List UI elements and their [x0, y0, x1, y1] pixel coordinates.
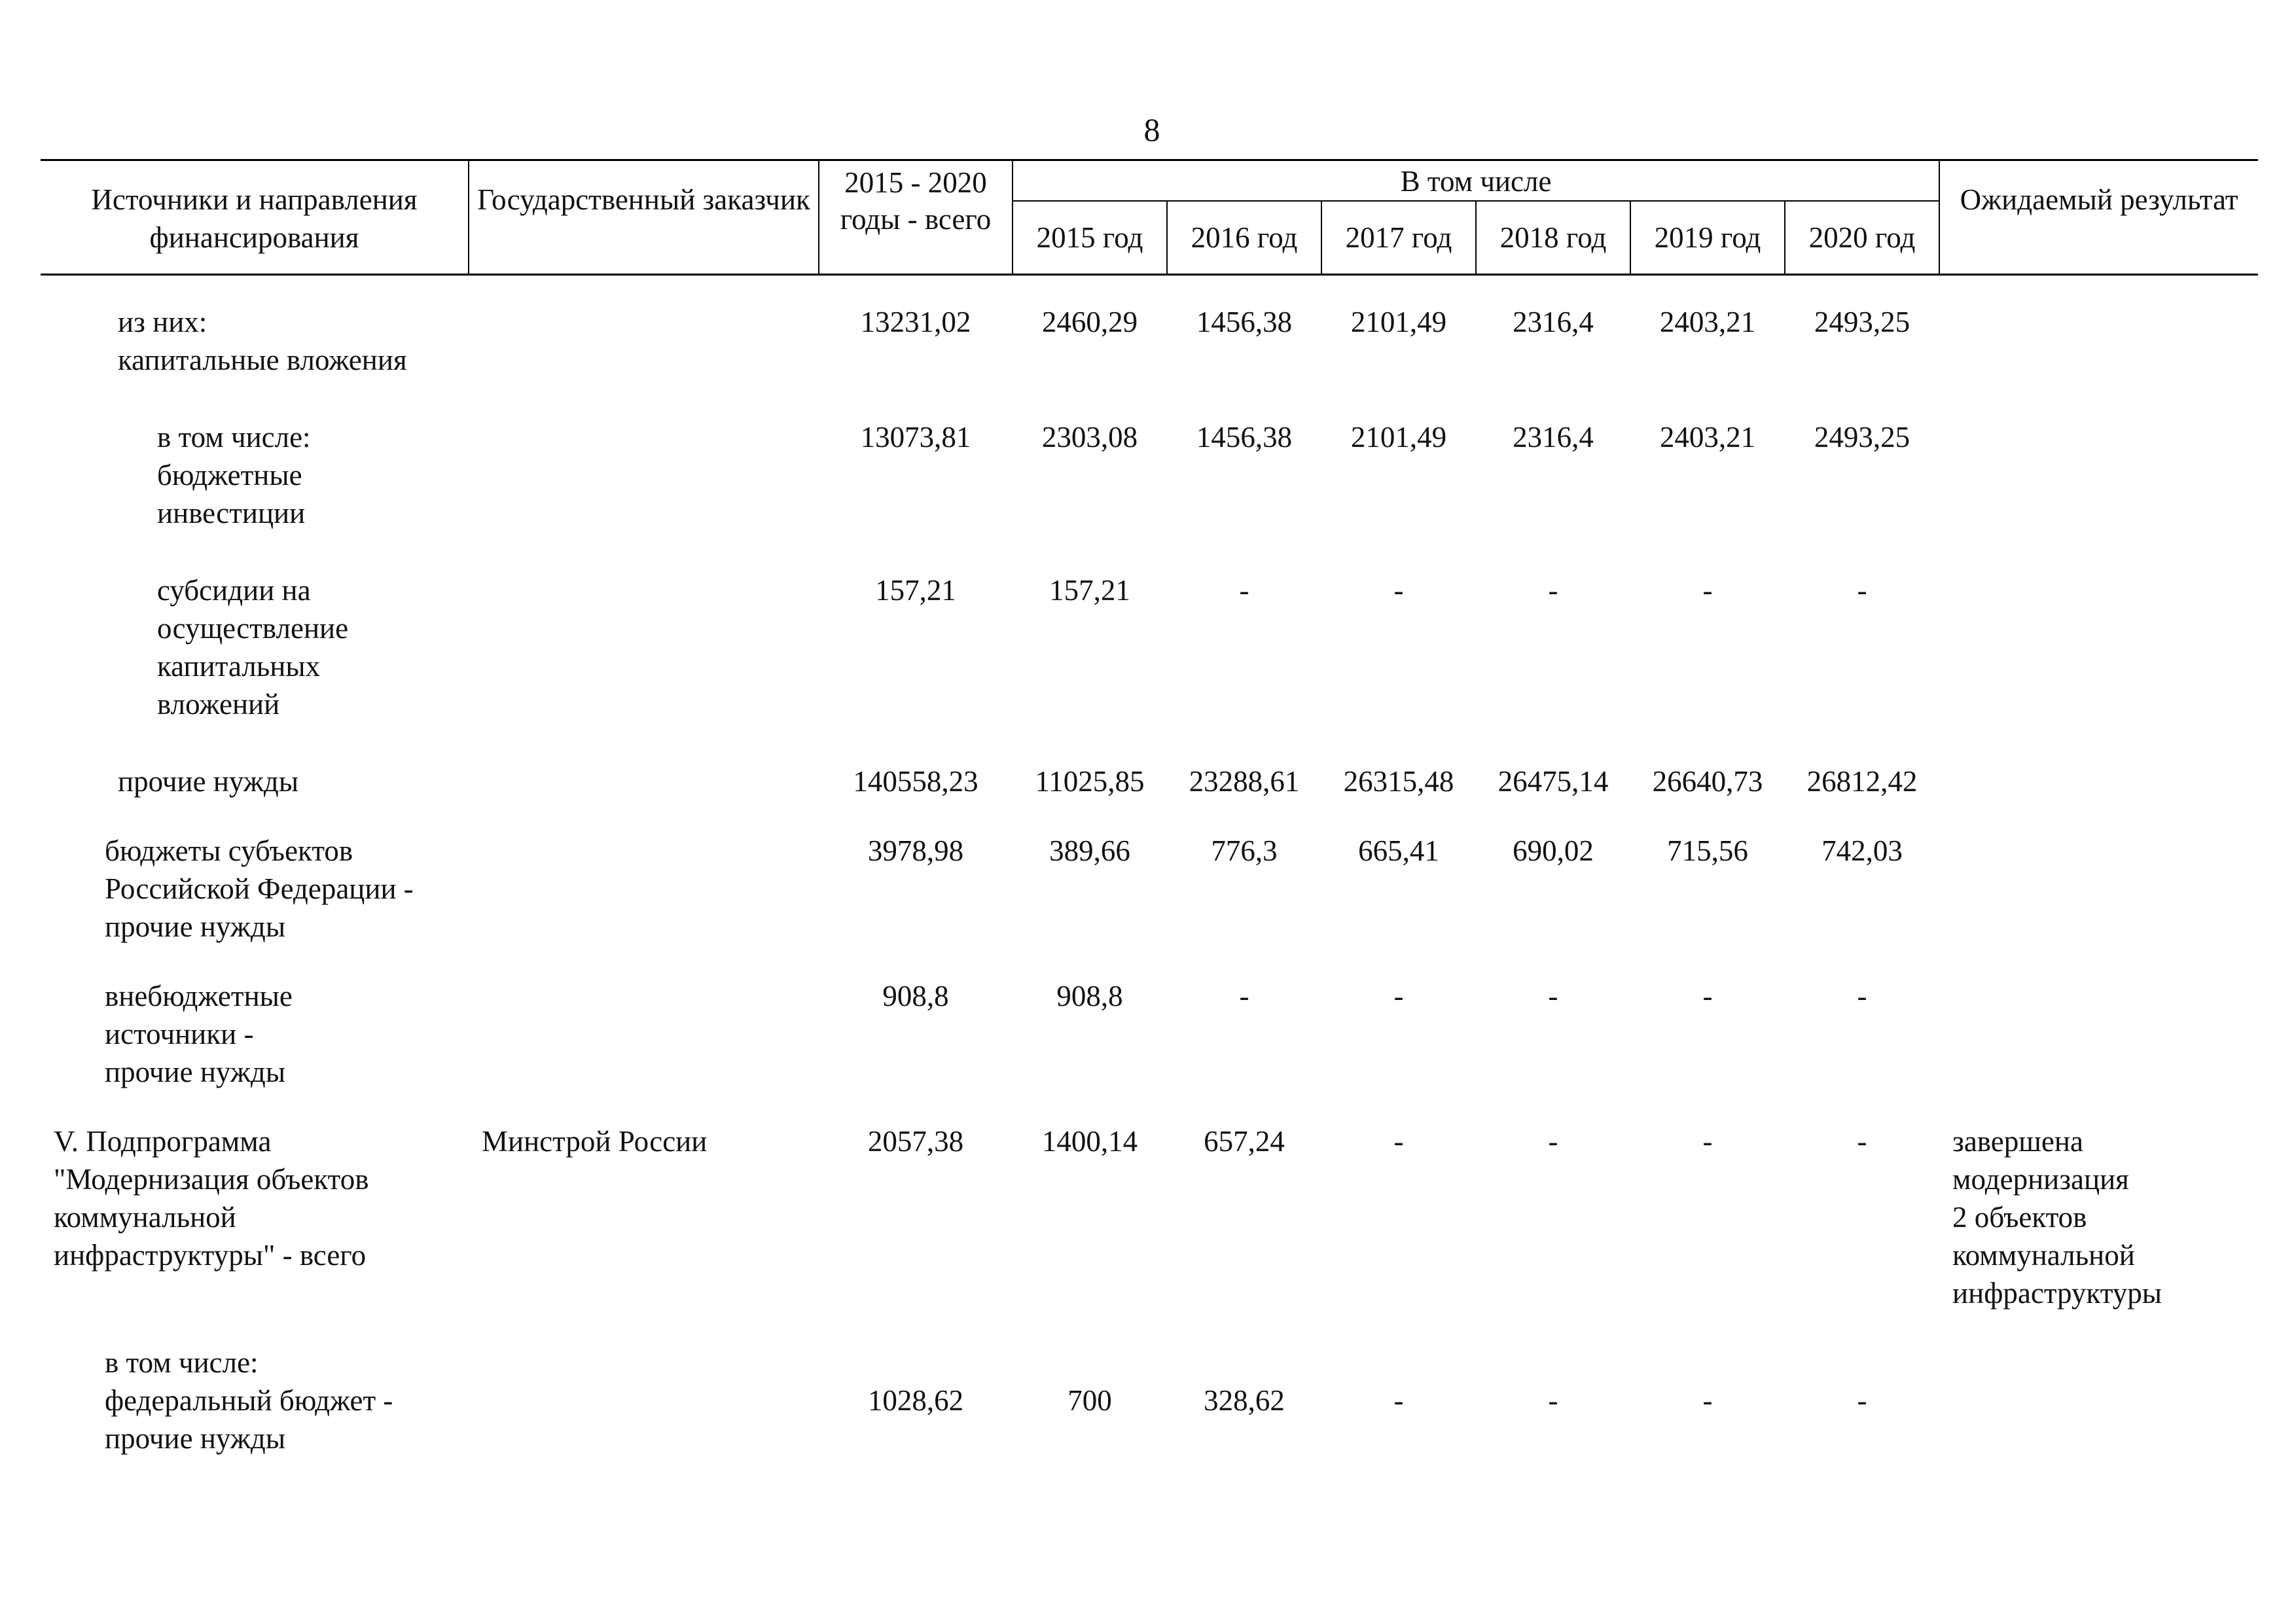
year-value: 700	[1067, 1384, 1112, 1417]
year-cell-2019	[1630, 832, 1785, 977]
year-value: -	[1857, 980, 1867, 1012]
customer-cell	[469, 762, 819, 832]
year-cell-2016	[1167, 832, 1321, 977]
source-line: прочие нужды	[105, 1422, 286, 1455]
year-value: -	[1393, 1125, 1404, 1158]
year-value: 908,8	[1056, 980, 1123, 1012]
source-line: источники -	[105, 1018, 254, 1050]
total-cell	[819, 1344, 1013, 1457]
table-row	[41, 571, 2258, 762]
year-cell-2018	[1476, 303, 1630, 418]
year-cell-2019	[1630, 1122, 1785, 1344]
result-cell	[1939, 832, 2258, 977]
total-value: 1028,62	[867, 1384, 964, 1417]
customer-cell	[469, 303, 819, 418]
year-cell-2015	[1013, 1122, 1167, 1344]
year-value: -	[1857, 1125, 1867, 1158]
year-cell-2017	[1321, 571, 1476, 762]
year-value: -	[1548, 1125, 1558, 1158]
year-cell-2019	[1630, 977, 1785, 1122]
year-cell-2015	[1013, 418, 1167, 571]
year-value: -	[1548, 574, 1558, 607]
year-value: 742,03	[1821, 834, 1903, 867]
year-cell-2019	[1630, 418, 1785, 571]
year-value: 157,21	[1049, 574, 1130, 607]
source-line: в том числе:	[105, 1346, 259, 1379]
year-value: 715,56	[1667, 834, 1748, 867]
year-value: -	[1239, 980, 1249, 1012]
table-row	[41, 832, 2258, 977]
year-value: -	[1393, 980, 1404, 1012]
year-cell-2016	[1167, 418, 1321, 571]
year-cell-2019	[1630, 762, 1785, 832]
source-cell	[41, 418, 469, 571]
year-cell-2016	[1167, 977, 1321, 1122]
source-line: инвестиции	[157, 497, 306, 529]
header-customer: Государственный заказчик	[469, 160, 819, 275]
year-value: -	[1702, 574, 1713, 607]
customer-cell	[469, 832, 819, 977]
year-value: 2460,29	[1041, 306, 1138, 338]
year-value: -	[1857, 1384, 1867, 1417]
total-value: 3978,98	[867, 834, 964, 867]
year-cell-2015	[1013, 977, 1167, 1122]
source-line: в том числе:	[157, 421, 311, 454]
year-cell-2017	[1321, 977, 1476, 1122]
header-year-2016: 2016 год	[1167, 201, 1321, 275]
year-value: 1400,14	[1041, 1125, 1138, 1158]
source-line: капитальные вложения	[118, 344, 407, 376]
total-cell	[819, 1122, 1013, 1344]
year-value: 26315,48	[1343, 765, 1454, 798]
year-cell-2018	[1476, 1122, 1630, 1344]
year-cell-2017	[1321, 418, 1476, 571]
header-year-2019: 2019 год	[1630, 201, 1785, 275]
year-value: 2493,25	[1814, 306, 1910, 338]
year-value: 2316,4	[1513, 421, 1594, 454]
source-line: V. Подпрограмма	[54, 1125, 272, 1158]
year-cell-2018	[1476, 832, 1630, 977]
year-value: -	[1857, 574, 1867, 607]
year-cell-2015	[1013, 571, 1167, 762]
table-header	[41, 160, 2258, 304]
header-source: Источники и направления финансирования	[41, 160, 469, 275]
total-value: 140558,23	[853, 765, 978, 798]
year-cell-2019	[1630, 303, 1785, 418]
customer-name: Минстрой России	[482, 1125, 708, 1158]
year-cell-2020	[1785, 832, 1939, 977]
source-line: капитальных	[157, 650, 321, 683]
source-line: федеральный бюджет -	[105, 1384, 393, 1417]
total-value: 2057,38	[867, 1125, 964, 1158]
header-group: В том числе	[1013, 160, 1939, 202]
year-cell-2020	[1785, 1344, 1939, 1457]
year-value: -	[1393, 574, 1404, 607]
year-cell-2015	[1013, 832, 1167, 977]
year-cell-2018	[1476, 977, 1630, 1122]
year-cell-2015	[1013, 762, 1167, 832]
year-value: -	[1702, 980, 1713, 1012]
table-row	[41, 762, 2258, 832]
total-cell	[819, 762, 1013, 832]
year-value: -	[1548, 1384, 1558, 1417]
source-cell	[41, 832, 469, 977]
result-line: инфраструктуры	[1952, 1277, 2162, 1310]
result-cell	[1939, 977, 2258, 1122]
table-row	[41, 303, 2258, 418]
source-line: прочие нужды	[118, 765, 299, 798]
source-line: осуществление	[157, 612, 349, 645]
year-value: -	[1548, 980, 1558, 1012]
year-value: -	[1393, 1384, 1404, 1417]
year-value: 776,3	[1211, 834, 1278, 867]
source-line: прочие нужды	[105, 1056, 286, 1088]
year-value: 1456,38	[1196, 421, 1293, 454]
customer-cell	[469, 1122, 819, 1344]
year-cell-2020	[1785, 303, 1939, 418]
source-line: субсидии на	[157, 574, 311, 607]
total-cell	[819, 832, 1013, 977]
year-value: 328,62	[1204, 1384, 1285, 1417]
year-cell-2017	[1321, 832, 1476, 977]
customer-cell	[469, 418, 819, 571]
source-line: "Модернизация объектов	[54, 1163, 369, 1196]
header-result: Ожидаемый результат	[1939, 160, 2258, 275]
year-cell-2017	[1321, 1344, 1476, 1457]
source-line: бюджетные	[157, 459, 302, 491]
year-cell-2015	[1013, 303, 1167, 418]
year-cell-2016	[1167, 303, 1321, 418]
result-cell	[1939, 762, 2258, 832]
year-cell-2018	[1476, 762, 1630, 832]
table-row	[41, 977, 2258, 1122]
year-value: 2303,08	[1041, 421, 1138, 454]
year-value: 26475,14	[1498, 765, 1609, 798]
source-line: коммунальной	[54, 1201, 236, 1234]
year-cell-2018	[1476, 571, 1630, 762]
source-cell	[41, 762, 469, 832]
source-cell	[41, 977, 469, 1122]
year-value: 2316,4	[1513, 306, 1594, 338]
result-line: коммунальной	[1952, 1239, 2135, 1272]
year-cell-2020	[1785, 762, 1939, 832]
year-cell-2016	[1167, 1344, 1321, 1457]
total-cell	[819, 418, 1013, 571]
result-cell	[1939, 1122, 2258, 1344]
total-value: 157,21	[875, 574, 956, 607]
year-cell-2016	[1167, 1122, 1321, 1344]
header-year-2015: 2015 год	[1013, 201, 1167, 275]
result-line: завершена	[1952, 1125, 2083, 1158]
table-row	[41, 1344, 2258, 1457]
year-cell-2019	[1630, 1344, 1785, 1457]
total-value: 13231,02	[860, 306, 971, 338]
year-value: 665,41	[1358, 834, 1439, 867]
result-cell	[1939, 1344, 2258, 1457]
source-line: вложений	[157, 688, 280, 721]
header-year-2018: 2018 год	[1476, 201, 1630, 275]
year-cell-2017	[1321, 762, 1476, 832]
year-value: 657,24	[1204, 1125, 1285, 1158]
customer-cell	[469, 571, 819, 762]
source-cell	[41, 303, 469, 418]
year-cell-2020	[1785, 977, 1939, 1122]
year-value: 23288,61	[1189, 765, 1300, 798]
year-cell-2020	[1785, 1122, 1939, 1344]
year-cell-2015	[1013, 1344, 1167, 1457]
total-cell	[819, 571, 1013, 762]
result-cell	[1939, 571, 2258, 762]
year-value: 11025,85	[1035, 765, 1145, 798]
year-value: -	[1702, 1125, 1713, 1158]
result-cell	[1939, 303, 2258, 418]
year-cell-2018	[1476, 1344, 1630, 1457]
year-value: 2403,21	[1659, 421, 1756, 454]
year-cell-2020	[1785, 571, 1939, 762]
year-value: 2101,49	[1350, 306, 1447, 338]
table-row	[41, 418, 2258, 571]
year-cell-2018	[1476, 418, 1630, 571]
year-cell-2016	[1167, 762, 1321, 832]
header-year-2017: 2017 год	[1321, 201, 1476, 275]
customer-cell	[469, 977, 819, 1122]
year-value: 2493,25	[1814, 421, 1910, 454]
year-value: 1456,38	[1196, 306, 1293, 338]
header-year-2020: 2020 год	[1785, 201, 1939, 275]
source-line: прочие нужды	[105, 910, 286, 943]
source-line: бюджеты субъектов	[105, 834, 353, 867]
source-line: инфраструктуры" - всего	[54, 1239, 367, 1272]
year-value: -	[1702, 1384, 1713, 1417]
year-value: 690,02	[1513, 834, 1594, 867]
total-cell	[819, 303, 1013, 418]
year-cell-2016	[1167, 571, 1321, 762]
customer-cell	[469, 1344, 819, 1457]
year-value: 2101,49	[1350, 421, 1447, 454]
financing-table	[41, 159, 2258, 1457]
year-value: 26640,73	[1652, 765, 1763, 798]
result-cell	[1939, 418, 2258, 571]
source-cell	[41, 1122, 469, 1344]
year-value: 26812,42	[1806, 765, 1918, 798]
source-line: из них:	[118, 306, 207, 338]
year-cell-2020	[1785, 418, 1939, 571]
source-cell	[41, 1344, 469, 1457]
header-total: 2015 - 2020 годы - всего	[819, 160, 1013, 275]
total-value: 908,8	[882, 980, 949, 1012]
year-value: -	[1239, 574, 1249, 607]
page-number: 8	[1143, 111, 1160, 148]
table-row	[41, 1122, 2258, 1344]
table-body	[41, 303, 2258, 1457]
result-line: 2 объектов	[1952, 1201, 2087, 1234]
year-value: 389,66	[1049, 834, 1130, 867]
year-value: 2403,21	[1659, 306, 1756, 338]
source-line: внебюджетные	[105, 980, 293, 1012]
source-cell	[41, 571, 469, 762]
year-cell-2019	[1630, 571, 1785, 762]
total-value: 13073,81	[860, 421, 971, 454]
result-line: модернизация	[1952, 1163, 2129, 1196]
source-line: Российской Федерации -	[105, 872, 414, 905]
year-cell-2017	[1321, 303, 1476, 418]
year-cell-2017	[1321, 1122, 1476, 1344]
total-cell	[819, 977, 1013, 1122]
